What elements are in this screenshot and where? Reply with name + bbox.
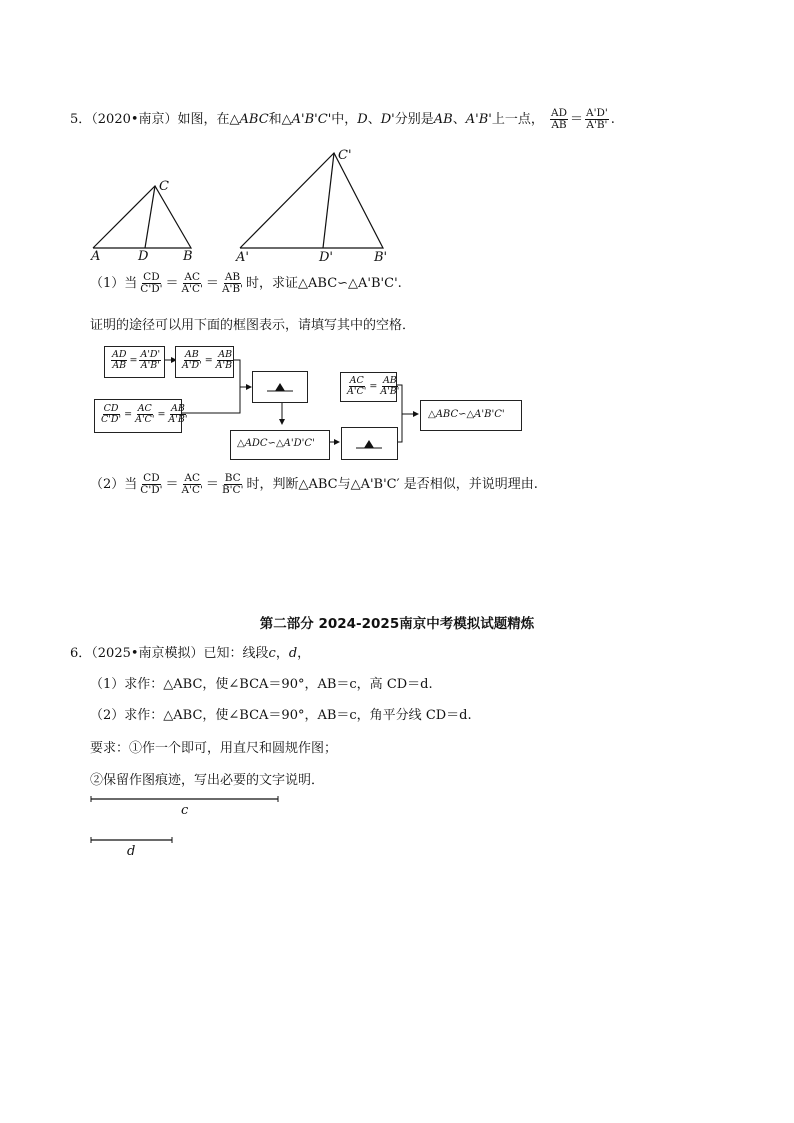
q5-apbp: A'B'	[465, 112, 492, 127]
q5-tri2: A'B'C'	[291, 112, 332, 127]
label-a: A	[91, 249, 101, 264]
triangle-abc	[93, 186, 191, 248]
flow-blank-box-1[interactable]	[252, 371, 308, 403]
q5-d: D	[357, 112, 368, 127]
q5-intro	[70, 108, 615, 131]
q5-part1: （1）当 $\frac{CD}{C'D'}$ ＝ $\frac{AC}{A'C'}$ ＝ $\frac{AB}{A'B'}$ 时，求证△ABC∽△A'B'C'.	[90, 271, 402, 295]
label-ap: A'	[236, 250, 249, 265]
q6-intro: 6．（2025•南京模拟）已知：线段c，d，	[70, 646, 311, 661]
flow-box-ac-ab: $\frac{AC}{A'C'}$ = $\frac{AB}{A'B'}$	[340, 372, 397, 402]
q5-period: .	[610, 112, 615, 127]
q5-ab: AB	[433, 112, 453, 127]
q5-part1-prefix: （1）当	[90, 276, 138, 291]
q5-part2-prefix: （2）当	[90, 477, 138, 492]
q5-triangles-figure	[85, 140, 405, 265]
blank-marker-icon	[356, 437, 382, 451]
q5-part2-suffix: 时，判断△ABC与△A'B'C′ 是否相似，并说明理由.	[246, 477, 538, 492]
q5-sep2: 、	[452, 112, 466, 127]
q5-p1-frac-ac: $\frac{AC}{A'C'}$	[181, 271, 203, 295]
q6-d: d	[288, 646, 298, 661]
label-dp: D'	[319, 250, 333, 265]
flow-blank-box-2[interactable]	[341, 427, 398, 460]
q5-mid: 中，	[331, 112, 358, 127]
q6-segments-figure	[88, 793, 288, 861]
q5-tri1: ABC	[239, 112, 269, 127]
q5-frac-apdp-apbp: $\frac{A'D'}{A'B'}$	[586, 107, 608, 131]
q6-part1: （1）求作：△ABC，使∠BCA＝90°，AB＝c，高 CD＝d.	[90, 677, 433, 692]
q5-flow-intro: 证明的途径可以用下面的框图表示，请填写其中的空格．	[90, 318, 416, 333]
label-cp: C'	[338, 148, 352, 163]
segment-d-label: d	[127, 844, 136, 859]
label-b: B	[183, 249, 193, 264]
q6-c: c	[268, 646, 276, 661]
q5-p2-frac-bc: $\frac{BC}{B'C'}$	[221, 472, 244, 496]
flow-box-abc-similar: △ABC∽△A'B'C'	[420, 400, 522, 431]
flow-box-ab-apdp: $\frac{AB}{A'D'}$ = $\frac{AB}{A'B'}$	[175, 346, 234, 378]
q5-p1-frac-ab: $\frac{AB}{A'B'}$	[221, 271, 244, 295]
segment-c-label: c	[181, 803, 189, 818]
segment-cpdp	[323, 153, 334, 248]
q6-part2: （2）求作：△ABC，使∠BCA＝90°，AB＝c，角平分线 CD＝d.	[90, 708, 472, 723]
q6-requirement-2: ②保留作图痕迹，写出必要的文字说明．	[90, 773, 325, 788]
q6-requirement-1: 要求：①作一个即可，用直尺和圆规作图；	[90, 741, 338, 756]
label-bp: B'	[374, 250, 388, 265]
flow-box-adc-similar: △ADC∽△A'D'C'	[230, 430, 330, 460]
q5-p1-frac-cd: $\frac{CD}{C'D'}$	[140, 271, 163, 295]
q5-sep1: 、	[367, 112, 381, 127]
q6-line1: 6．（2025•南京模拟）已知：线段	[70, 646, 269, 661]
q5-mid2: 分别是	[394, 112, 434, 127]
flow-box-ad-ab: $\frac{AD}{AB}$ = $\frac{A'D'}{A'B'}$	[104, 346, 165, 378]
q5-frac-ad-ab: $\frac{AD}{AB}$	[550, 107, 567, 131]
q5-p2-frac-cd: $\frac{CD}{C'D'}$	[140, 472, 163, 496]
q5-mid3: 上一点，	[491, 112, 544, 127]
triangle-apbpcp	[240, 153, 383, 248]
q5-dp: D'	[380, 112, 395, 127]
q5-p2-frac-ac: $\frac{AC}{A'C'}$	[181, 472, 203, 496]
q5-intro-prefix: 5．（2020•南京）如图，在△	[70, 112, 240, 127]
blank-marker-icon	[267, 380, 293, 394]
label-d: D	[138, 249, 149, 264]
q5-part2: （2）当 $\frac{CD}{C'D'}$ ＝ $\frac{AC}{A'C'}$ ＝ $\frac{BC}{B'C'}$ 时，判断△ABC与△A'B'C′ 是否相似，并说明理由.	[90, 472, 538, 496]
section-heading: 第二部分 2024-2025南京中考模拟试题精炼	[259, 616, 535, 632]
q5-part1-suffix: 时，求证△ABC∽△A'B'C'.	[246, 276, 402, 291]
flow-box-cd-ac-ab: $\frac{CD}{C'D'}$ = $\frac{AC}{A'C'}$ = $\frac{AB}{A'B'}$	[94, 399, 182, 433]
q5-eq: ＝	[570, 112, 584, 127]
label-c: C	[159, 179, 169, 194]
q5-and: 和△	[268, 112, 292, 127]
